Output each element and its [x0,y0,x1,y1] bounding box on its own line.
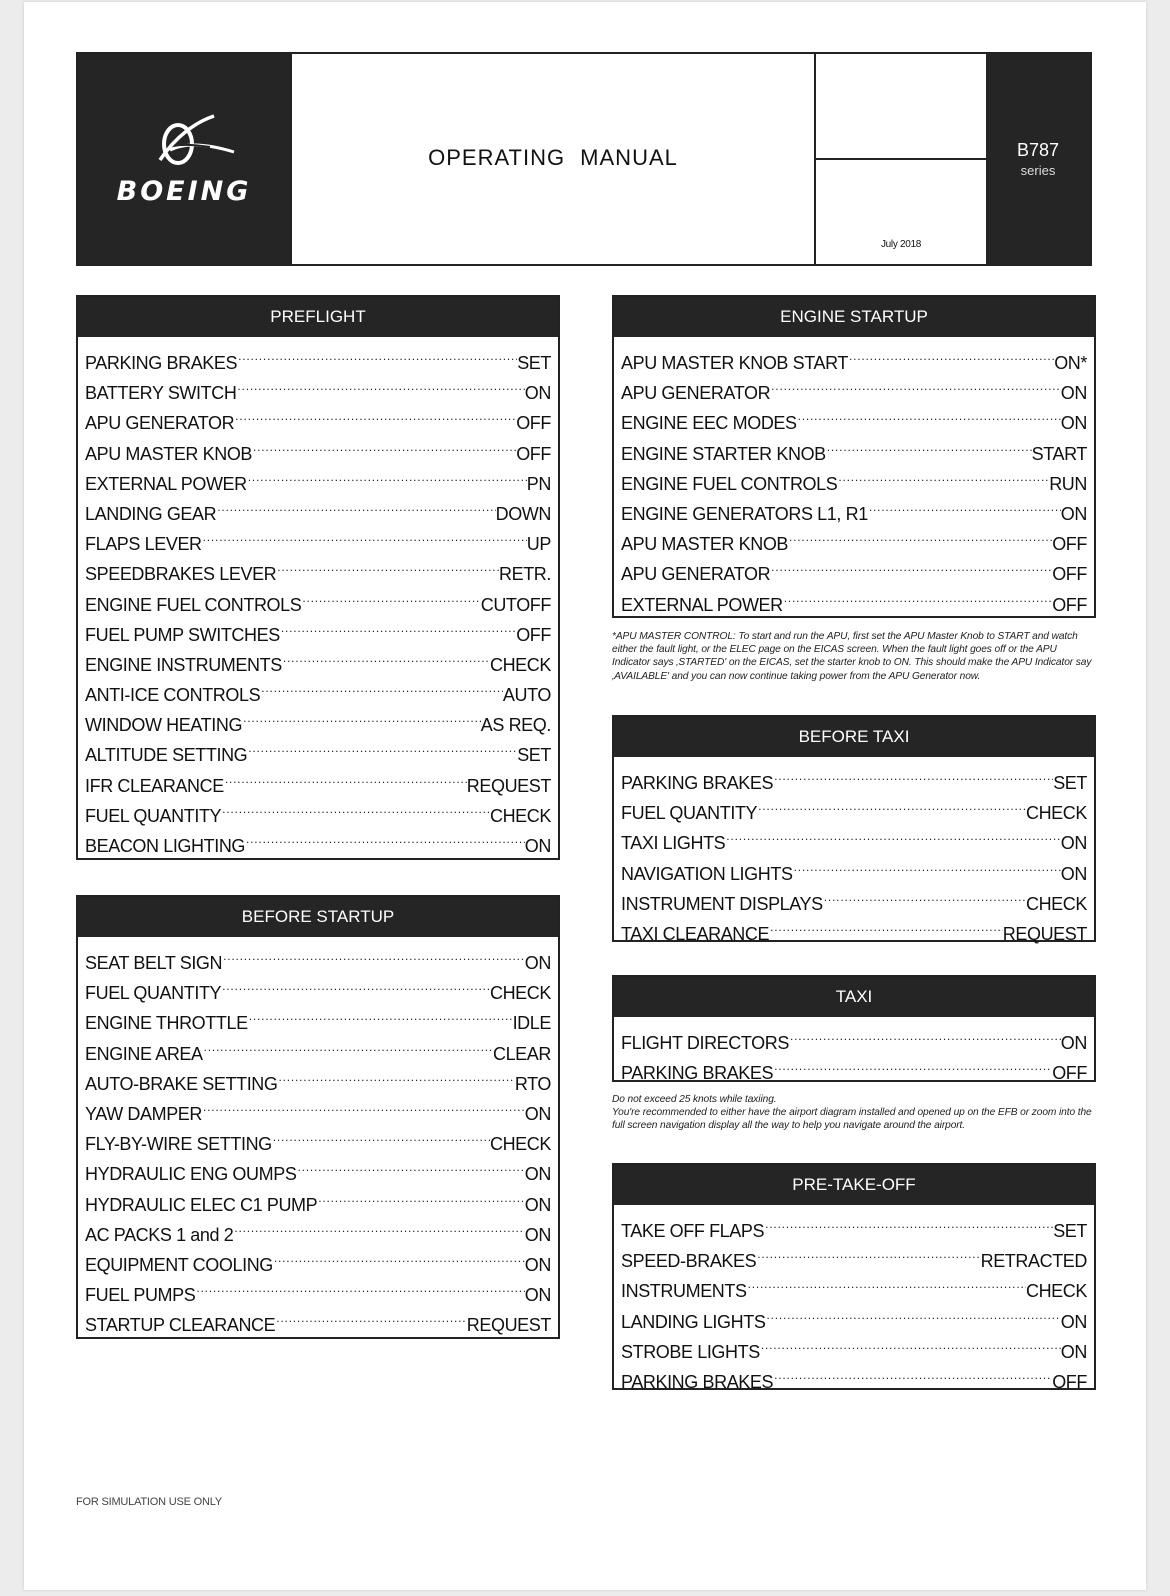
dot-leader [273,1241,525,1271]
manual-title: OPERATING MANUAL [428,145,678,170]
checklist-row [621,759,1087,793]
dot-leader [221,792,490,822]
checklist-item: INSTRUMENTS [621,1281,747,1302]
checklist-value: CLEAR [492,1043,551,1064]
checklist-item: TAXI LIGHTS [621,833,726,854]
meta-top-cell [816,54,986,160]
dot-leader [222,939,525,969]
dot-leader [296,1150,524,1180]
checklist-value: REQUEST [466,775,551,796]
checklist-item: FUEL QUANTITY [621,803,758,824]
dot-leader [248,999,513,1029]
checklist-item: BEACON LIGHTING [85,836,246,856]
checklist-item: FLY-BY-WIRE SETTING [85,1134,272,1155]
dot-leader [868,490,1061,520]
dot-leader [275,1301,467,1331]
panel-title: BEFORE STARTUP [78,897,558,937]
panel-title: PRE-TAKE-OFF [614,1165,1094,1205]
checklist-value: ON [1060,503,1087,524]
dot-leader [245,822,525,852]
checklist-item: APU GENERATOR [85,413,235,434]
checklist-value: ON [1060,1341,1087,1362]
dot-leader [757,789,1026,819]
dot-leader [301,581,480,611]
checklist-value: CHECK [1025,893,1087,914]
checklist-value: ON [1060,413,1087,434]
dot-leader [823,880,1026,910]
checklist-item: PARKING BRAKES [621,1371,774,1392]
checklist-item: APU MASTER KNOB [621,534,789,555]
checklist-item: FUEL QUANTITY [85,805,222,826]
checklist-value: CUTOFF [480,594,551,615]
checklist-value: OFF [516,624,551,645]
checklist-item: FLIGHT DIRECTORS [621,1033,789,1053]
dot-leader [282,641,490,671]
dot-leader [276,550,499,580]
checklist-item: FUEL QUANTITY [85,983,222,1004]
boeing-symbol-icon [156,114,238,170]
checklist-item: ENGINE EEC MODES [621,413,797,434]
checklist-item: PARKING BRAKES [621,773,774,793]
checklist-value: REQUEST [466,1315,551,1336]
checklist-item: ENGINE THROTTLE [85,1013,248,1034]
dot-leader [237,339,517,369]
checklist-value: SET [1053,773,1087,793]
checklist-item: ENGINE STARTER KNOB [621,443,826,464]
checklist-item: AC PACKS 1 and 2 [85,1224,234,1245]
checklist-value: RTO [514,1073,551,1094]
dot-leader [837,460,1049,490]
checklist-row [621,339,1087,373]
checklist-row [85,939,551,973]
apu-master-control-note: *APU MASTER CONTROL: To start and run the APU, first set the APU Master Knob to START and watch either the fault light, or the ELEC page on the EICAS screen. When the fault light goes off or the APU Indicator says ‚STARTED' on the EICAS, set the starter knob to ON. This should make the APU Indicator say ‚AVAILABLE' and you can now continue taking power from the APU Generator now. [612,631,1092,682]
dot-leader [826,430,1032,460]
checklist-value: ON [524,1164,551,1185]
checklist-value: AS REQ. [480,715,551,736]
checklist-item: HYDRAULIC ELEC C1 PUMP [85,1194,318,1215]
checklist-value: OFF [1052,594,1087,615]
checklist-value: REQUEST [1002,923,1087,944]
checklist-value: CHECK [489,805,551,826]
checklist-item: ENGINE AREA [85,1043,203,1064]
checklist-value: DOWN [495,503,551,524]
checklist-value: AUTO [502,685,551,706]
checklist-item: ALTITUDE SETTING [85,745,248,766]
checklist-value: ON [524,1103,551,1124]
before-startup-checklist [76,895,560,1339]
checklist-value: RETR. [498,564,551,585]
dot-leader [789,1019,1061,1049]
dot-leader [769,910,1003,940]
checklist-value: CHECK [1025,1281,1087,1302]
dot-leader [247,460,527,490]
dot-leader [216,490,495,520]
checklist-item: STROBE LIGHTS [621,1341,760,1362]
checklist-value: ON [524,836,551,856]
checklist-value: ON [1060,1033,1087,1053]
checklist-value: OFF [516,413,551,434]
checklist-item: LANDING LIGHTS [621,1311,766,1332]
checklist-value: RUN [1049,473,1087,494]
checklist-value: SET [517,745,551,766]
taxi-note [612,1093,1096,1133]
dot-leader [195,1271,524,1301]
dot-leader [247,731,517,761]
checklist-value: PN [526,473,551,494]
dot-leader [793,850,1061,880]
checklist-item: TAKE OFF FLAPS [621,1221,765,1241]
checklist-value: ON* [1054,353,1087,373]
checklist-item: ENGINE GENERATORS L1, R1 [621,503,868,524]
dot-leader [236,369,524,399]
checklist-value: OFF [1052,564,1087,585]
checklist-item: APU MASTER KNOB [85,443,253,464]
panel-title: TAXI [614,977,1094,1017]
dot-leader [760,1328,1061,1358]
checklist-item: SEAT BELT SIGN [85,953,223,973]
checklist-item: ENGINE FUEL CONTROLS [621,473,838,494]
checklist-item: FLAPS LEVER [85,534,202,555]
checklist-value: ON [1060,383,1087,404]
dot-leader [770,550,1052,580]
checklist-item: INSTRUMENT DISPLAYS [621,893,823,914]
checklist-row [621,1207,1087,1241]
checklist-item: IFR CLEARANCE [85,775,224,796]
checklist-value: CHECK [489,983,551,1004]
checklist-item: ANTI-ICE CONTROLS [85,685,261,706]
checklist-value: ON [524,1224,551,1245]
dot-leader [765,1298,1060,1328]
dot-leader [234,399,516,429]
dot-leader [221,969,490,999]
checklist-item: FUEL PUMPS [85,1285,196,1306]
checklist-value: CHECK [489,1134,551,1155]
checklist-value: SET [1053,1221,1087,1241]
dot-leader [773,1358,1052,1388]
checklist-value: SET [517,353,551,373]
checklist-item: SPEEDBRAKES LEVER [85,564,277,585]
checklist-item: TAXI CLEARANCE [621,923,770,944]
dot-leader [788,520,1052,550]
pre-take-off-checklist [612,1163,1096,1390]
dot-leader [202,520,527,550]
checklist-item: YAW DAMPER [85,1103,203,1124]
checklist-value: OFF [1052,1371,1087,1392]
meta-cell [814,54,986,264]
checklist-value: ON [1060,863,1087,884]
panel-title: PREFLIGHT [78,297,558,337]
dot-leader [242,701,481,731]
checklist-item: APU GENERATOR [621,383,771,404]
taxi-efb-note: You're recommended to either have the airport diagram installed and opened up on the EFB or zoom into the full screen navigation display all the way to help you navigate around the airport. [612,1107,1092,1132]
preflight-checklist [76,295,560,860]
dot-leader [233,1211,524,1241]
dot-leader [202,1090,525,1120]
dot-leader [272,1120,490,1150]
checklist-row [621,1019,1087,1053]
series-cell [986,54,1090,264]
dot-leader [756,1237,980,1267]
dot-leader [747,1267,1026,1297]
aircraft-model: B787 [1016,140,1060,160]
checklist-value: ON [1060,833,1087,854]
manual-header [76,52,1092,266]
checklist-value: CHECK [489,654,551,675]
dot-leader [224,762,467,792]
checklist-item: EQUIPMENT COOLING [85,1254,273,1275]
title-cell [290,54,814,264]
checklist-item: BATTERY SWITCH [85,383,237,404]
dot-leader [203,1030,493,1060]
aircraft-series: series [1020,163,1056,178]
checklist-value: ON [524,953,551,973]
dot-leader [317,1181,525,1211]
checklist-value: IDLE [512,1013,551,1034]
checklist-item: APU GENERATOR [621,564,771,585]
footer-disclaimer: FOR SIMULATION USE ONLY [76,1496,222,1508]
checklist-item: PARKING BRAKES [621,1063,774,1084]
checklist-item: HYDRAULIC ENG OUMPS [85,1164,297,1185]
dot-leader [773,759,1053,789]
checklist-item: EXTERNAL POWER [85,473,247,494]
dot-leader [783,581,1052,611]
dot-leader [725,819,1061,849]
checklist-value: RETRACTED [980,1251,1087,1272]
engine-startup-checklist [612,295,1096,618]
meta-bottom-cell [816,160,986,264]
checklist-row [85,339,551,373]
checklist-value: UP [526,534,551,555]
checklist-item: APU MASTER KNOB START [621,353,848,373]
dot-leader [797,399,1061,429]
checklist-item: PARKING BRAKES [85,353,238,373]
taxi-checklist [612,975,1096,1082]
checklist-item: SPEED-BRAKES [621,1251,757,1272]
panel-title: ENGINE STARTUP [614,297,1094,337]
checklist-item: WINDOW HEATING [85,715,243,736]
checklist-value: ON [524,1194,551,1215]
dot-leader [773,1049,1052,1079]
checklist-value: OFF [1052,1063,1087,1084]
dot-leader [252,430,516,460]
before-taxi-checklist [612,715,1096,942]
dot-leader [770,369,1061,399]
dot-leader [764,1207,1053,1237]
checklist-item: FUEL PUMP SWITCHES [85,624,280,645]
checklist-value: CHECK [1025,803,1087,824]
checklist-value: ON [524,1285,551,1306]
checklist-item: ENGINE FUEL CONTROLS [85,594,302,615]
taxi-speed-note: Do not exceed 25 knots while taxiing. [612,1094,777,1105]
brand-wordmark: BOEING [116,176,252,207]
checklist-value: ON [1060,1311,1087,1332]
revision-date: July 2018 [880,239,922,250]
checklist-value: ON [524,383,551,404]
dot-leader [848,339,1054,369]
checklist-item: NAVIGATION LIGHTS [621,863,793,884]
panel-title: BEFORE TAXI [614,717,1094,757]
dot-leader [278,1060,515,1090]
boeing-logo [78,54,290,264]
checklist-value: OFF [516,443,551,464]
checklist-item: LANDING GEAR [85,503,217,524]
checklist-value: ON [524,1254,551,1275]
checklist-item: STARTUP CLEARANCE [85,1315,276,1336]
dot-leader [260,671,503,701]
checklist-value: START [1031,443,1087,464]
dot-leader [280,611,516,641]
checklist-item: EXTERNAL POWER [621,594,783,615]
checklist-item: ENGINE INSTRUMENTS [85,654,282,675]
checklist-item: AUTO-BRAKE SETTING [85,1073,278,1094]
checklist-value: OFF [1052,534,1087,555]
